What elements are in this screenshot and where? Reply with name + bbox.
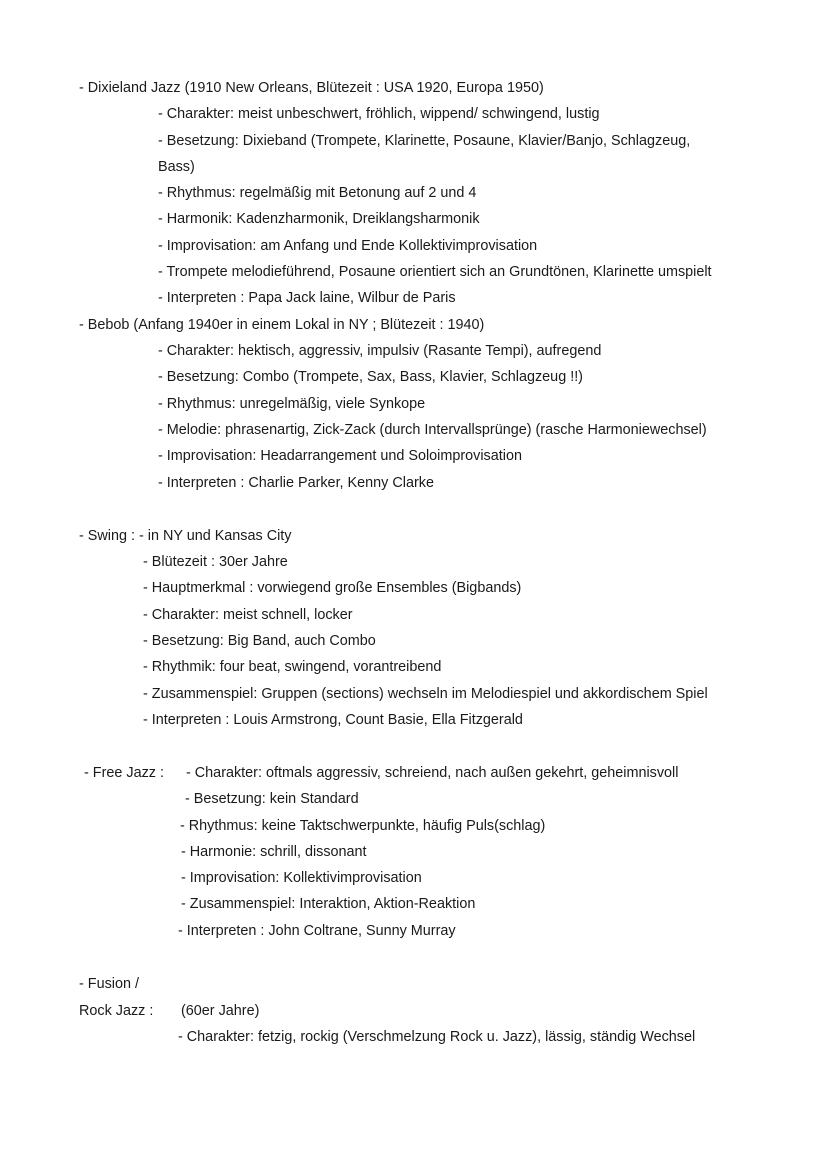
fusion-item: - Charakter: fetzig, rockig (Verschmelzung Rock u. Jazz), lässig, ständig Wechsel [178,1029,696,1045]
bebob-item: - Melodie: phrasenartig, Zick-Zack (durch Intervallsprünge) (rasche Harmoniewechsel) [158,422,707,438]
dixieland-item: - Harmonik: Kadenzharmonik, Dreiklangsharmonik [158,211,480,227]
dixieland-item: Bass) [158,159,195,175]
bebob-item: - Improvisation: Headarrangement und Soloimprovisation [158,448,522,464]
swing-item: - Zusammenspiel: Gruppen (sections) wechseln im Melodiespiel und akkordischem Spiel [143,686,708,702]
fusion-era: (60er Jahre) [181,1003,260,1019]
swing-heading: - Swing : - in NY und Kansas City [79,528,292,544]
swing-item: - Interpreten : Louis Armstrong, Count Basie, Ella Fitzgerald [143,712,523,728]
swing-item: - Blütezeit : 30er Jahre [143,554,288,570]
free-jazz-item: - Zusammenspiel: Interaktion, Aktion-Reaktion [181,896,476,912]
rock-jazz-heading: Rock Jazz : [79,1003,154,1019]
dixieland-item: - Improvisation: am Anfang und Ende Kollektivimprovisation [158,238,538,254]
swing-item: - Charakter: meist schnell, locker [143,607,353,623]
free-jazz-item: - Improvisation: Kollektivimprovisation [181,870,422,886]
swing-item: - Rhythmik: four beat, swingend, vorantreibend [143,659,442,675]
bebob-item: - Rhythmus: unregelmäßig, viele Synkope [158,396,426,412]
dixieland-heading: - Dixieland Jazz (1910 New Orleans, Blütezeit : USA 1920, Europa 1950) [79,80,544,96]
dixieland-item: - Interpreten : Papa Jack laine, Wilbur de Paris [158,290,456,306]
dixieland-item: - Besetzung: Dixieband (Trompete, Klarinette, Posaune, Klavier/Banjo, Schlagzeug, [158,133,691,149]
dixieland-item: - Charakter: meist unbeschwert, fröhlich, wippend/ schwingend, lustig [158,106,600,122]
dixieland-item: - Trompete melodieführend, Posaune orientiert sich an Grundtönen, Klarinette umspielt [158,264,712,280]
free-jazz-item: - Harmonie: schrill, dissonant [181,844,367,860]
bebob-item: - Interpreten : Charlie Parker, Kenny Clarke [158,475,434,491]
free-jazz-item: - Charakter: oftmals aggressiv, schreiend, nach außen gekehrt, geheimnisvoll [186,765,679,781]
free-jazz-item: - Rhythmus: keine Taktschwerpunkte, häufig Puls(schlag) [180,818,546,834]
free-jazz-item: - Interpreten : John Coltrane, Sunny Murray [178,923,456,939]
dixieland-item: - Rhythmus: regelmäßig mit Betonung auf 2 und 4 [158,185,477,201]
bebob-item: - Besetzung: Combo (Trompete, Sax, Bass, Klavier, Schlagzeug !!) [158,369,583,385]
swing-item: - Besetzung: Big Band, auch Combo [143,633,376,649]
swing-item: - Hauptmerkmal : vorwiegend große Ensembles (Bigbands) [143,580,522,596]
bebob-item: - Charakter: hektisch, aggressiv, impulsiv (Rasante Tempi), aufregend [158,343,602,359]
free-jazz-heading: - Free Jazz : [84,765,164,781]
fusion-heading: - Fusion / [79,976,139,992]
free-jazz-item: - Besetzung: kein Standard [185,791,359,807]
bebob-heading: - Bebob (Anfang 1940er in einem Lokal in NY ; Blütezeit : 1940) [79,317,485,333]
